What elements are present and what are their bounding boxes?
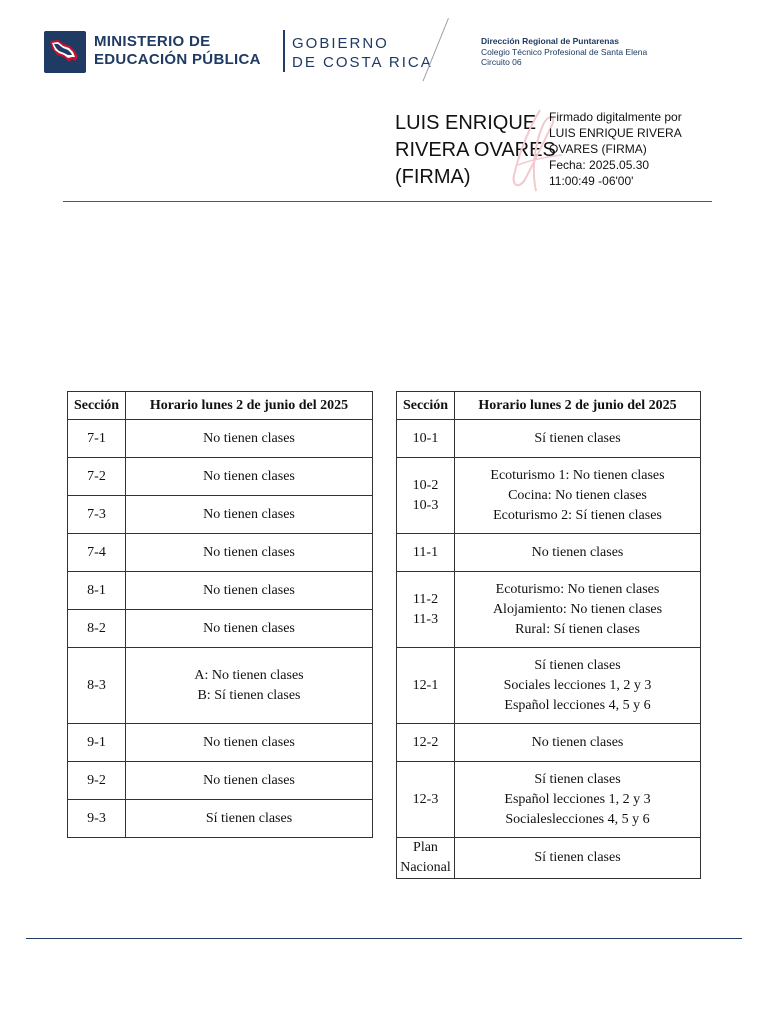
schedule-cell bbox=[455, 534, 701, 572]
table-row bbox=[68, 420, 373, 458]
section-label: 12-1 bbox=[412, 677, 439, 693]
table-header-row bbox=[68, 392, 373, 420]
page-header bbox=[0, 0, 768, 100]
table-row bbox=[397, 572, 701, 648]
header-divider bbox=[283, 30, 285, 72]
table-row bbox=[68, 762, 373, 800]
schedule-cell bbox=[455, 458, 701, 534]
schedule-text: No tienen clases bbox=[531, 734, 624, 750]
section-label: 10-3 bbox=[412, 497, 439, 513]
schedule-text: No tienen clases bbox=[203, 544, 295, 560]
schedule-text: Alojamiento: No tienen clases bbox=[492, 601, 663, 617]
section-label: 8-2 bbox=[87, 620, 106, 636]
section-cell bbox=[68, 458, 126, 496]
schedule-table-left bbox=[67, 391, 373, 838]
ministry-name bbox=[94, 33, 261, 69]
section-cell bbox=[68, 610, 126, 648]
table-row bbox=[68, 800, 373, 838]
costa-rica-map-logo bbox=[44, 31, 86, 73]
schedule-text: Sí tienen clases bbox=[534, 850, 621, 865]
table-row bbox=[68, 648, 373, 724]
table-row bbox=[68, 534, 373, 572]
section-cell bbox=[68, 572, 126, 610]
section-label: 7-3 bbox=[87, 506, 106, 522]
schedule-text: No tienen clases bbox=[203, 506, 295, 522]
section-label: 7-2 bbox=[87, 468, 106, 484]
section-cell bbox=[397, 534, 455, 572]
schedule-text: No tienen clases bbox=[203, 734, 295, 750]
schedule-cell bbox=[455, 762, 701, 838]
section-cell bbox=[68, 534, 126, 572]
schedule-cell bbox=[126, 496, 373, 534]
schedule-text: Español lecciones 1, 2 y 3 bbox=[504, 791, 651, 807]
schedule-text: Sociales lecciones 1, 2 y 3 bbox=[503, 677, 652, 693]
signature-info-line-2: LUIS ENRIQUE RIVERA bbox=[549, 126, 682, 140]
schedule-text: A: No tienen clases bbox=[194, 667, 304, 683]
signer-name-line-3: (FIRMA) bbox=[395, 166, 471, 188]
schedule-cell bbox=[455, 648, 701, 724]
schedule-cell bbox=[455, 838, 701, 879]
footer-divider-line bbox=[26, 938, 742, 939]
section-label: 11-2 bbox=[412, 591, 439, 607]
section-label: 8-1 bbox=[87, 582, 106, 598]
schedule-text: Español lecciones 4, 5 y 6 bbox=[504, 697, 651, 713]
schedule-cell bbox=[455, 572, 701, 648]
table-header-row bbox=[397, 392, 701, 420]
ministry-line-2: EDUCACIÓN PÚBLICA bbox=[94, 51, 261, 68]
table-row bbox=[397, 724, 701, 762]
schedule-cell bbox=[126, 724, 373, 762]
section-cell bbox=[397, 762, 455, 838]
section-cell bbox=[68, 420, 126, 458]
schedule-cell bbox=[126, 800, 373, 838]
schedule-text: No tienen clases bbox=[203, 620, 295, 636]
schedule-text: Socialeslecciones 4, 5 y 6 bbox=[505, 811, 650, 827]
schedule-text: No tienen clases bbox=[203, 772, 295, 788]
schedule-text: Ecoturismo: No tienen clases bbox=[495, 581, 660, 597]
table-row bbox=[397, 648, 701, 724]
schedule-text: Ecoturismo 1: No tienen clases bbox=[490, 467, 665, 483]
schedule-text: No tienen clases bbox=[203, 582, 295, 598]
section-label: 9-3 bbox=[87, 810, 106, 826]
section-cell bbox=[68, 762, 126, 800]
region-line-3: Circuito 06 bbox=[481, 57, 522, 67]
government-name bbox=[292, 34, 433, 72]
section-label: 7-4 bbox=[87, 544, 106, 560]
section-cell bbox=[397, 458, 455, 534]
digital-signature-details bbox=[549, 109, 682, 189]
schedule-cell bbox=[126, 458, 373, 496]
section-label: 12-2 bbox=[412, 734, 439, 750]
signature-time: 11:00:49 -06'00' bbox=[549, 174, 634, 188]
schedule-cell bbox=[126, 610, 373, 648]
costa-rica-map-icon bbox=[44, 31, 86, 73]
signer-name-line-2: RIVERA OVARES bbox=[395, 139, 556, 161]
column-header-schedule: Horario lunes 2 de junio del 2025 bbox=[126, 392, 373, 420]
signer-name-line-1: LUIS ENRIQUE bbox=[395, 112, 537, 134]
region-line-1: Dirección Regional de Puntarenas bbox=[481, 36, 619, 46]
schedule-text: No tienen clases bbox=[203, 430, 295, 446]
section-cell bbox=[68, 724, 126, 762]
schedule-cell bbox=[126, 762, 373, 800]
section-label: 7-1 bbox=[87, 430, 106, 446]
ministry-line-1: MINISTERIO DE bbox=[94, 33, 211, 50]
regional-office bbox=[481, 36, 647, 68]
schedule-cell bbox=[126, 648, 373, 724]
section-cell bbox=[68, 800, 126, 838]
section-cell bbox=[397, 724, 455, 762]
schedule-text: Cocina: No tienen clases bbox=[508, 487, 647, 503]
section-label: 10-1 bbox=[412, 430, 439, 446]
schedule-text: Ecoturismo 2: Sí tienen clases bbox=[493, 507, 662, 523]
section-cell bbox=[397, 838, 455, 879]
section-cell bbox=[397, 648, 455, 724]
section-cell bbox=[397, 420, 455, 458]
schedule-text: Sí tienen clases bbox=[534, 771, 621, 787]
schedule-cell bbox=[455, 724, 701, 762]
section-label: 9-2 bbox=[87, 772, 106, 788]
column-header-section: Sección bbox=[68, 392, 126, 420]
schedule-text: No tienen clases bbox=[531, 544, 624, 560]
section-label: 9-1 bbox=[87, 734, 106, 750]
government-line-1: GOBIERNO bbox=[292, 35, 389, 52]
table-body bbox=[68, 420, 373, 838]
schedule-cell bbox=[126, 420, 373, 458]
table-row bbox=[68, 610, 373, 648]
government-line-2: DE COSTA RICA bbox=[292, 54, 433, 71]
schedule-cell bbox=[126, 534, 373, 572]
column-header-section: Sección bbox=[397, 392, 455, 420]
region-line-2: Colegio Técnico Profesional de Santa Elena bbox=[481, 46, 648, 57]
signature-divider-line bbox=[63, 201, 712, 202]
schedule-table-right bbox=[396, 391, 701, 879]
signature-info-line-3: OVARES (FIRMA) bbox=[549, 142, 647, 156]
section-cell bbox=[68, 496, 126, 534]
table-row bbox=[397, 838, 701, 879]
table-row bbox=[397, 458, 701, 534]
section-label: Plan bbox=[413, 840, 438, 855]
schedule-text: Sí tienen clases bbox=[534, 657, 621, 673]
schedule-cell bbox=[455, 420, 701, 458]
schedule-text: B: Sí tienen clases bbox=[197, 687, 301, 703]
schedule-cell bbox=[126, 572, 373, 610]
table-row bbox=[68, 724, 373, 762]
table-row bbox=[68, 458, 373, 496]
table-row bbox=[397, 420, 701, 458]
section-label: 12-3 bbox=[412, 791, 439, 807]
section-cell bbox=[397, 572, 455, 648]
table-row bbox=[68, 496, 373, 534]
signature-info-line-1: Firmado digitalmente por bbox=[549, 110, 682, 124]
section-label: 8-3 bbox=[87, 677, 106, 693]
schedule-text: No tienen clases bbox=[203, 468, 295, 484]
section-label: 11-3 bbox=[412, 611, 439, 627]
table-row bbox=[68, 572, 373, 610]
table-row bbox=[397, 534, 701, 572]
section-label: 10-2 bbox=[412, 477, 439, 493]
schedule-text: Sí tienen clases bbox=[534, 430, 621, 446]
section-cell bbox=[68, 648, 126, 724]
table-body bbox=[397, 420, 701, 879]
schedule-text: Rural: Sí tienen clases bbox=[515, 621, 640, 637]
section-label: Nacional bbox=[400, 860, 451, 875]
section-label: 11-1 bbox=[412, 544, 439, 560]
signature-date: Fecha: 2025.05.30 bbox=[549, 158, 650, 172]
schedule-text: Sí tienen clases bbox=[205, 810, 293, 826]
column-header-schedule: Horario lunes 2 de junio del 2025 bbox=[455, 392, 701, 420]
table-row bbox=[397, 762, 701, 838]
